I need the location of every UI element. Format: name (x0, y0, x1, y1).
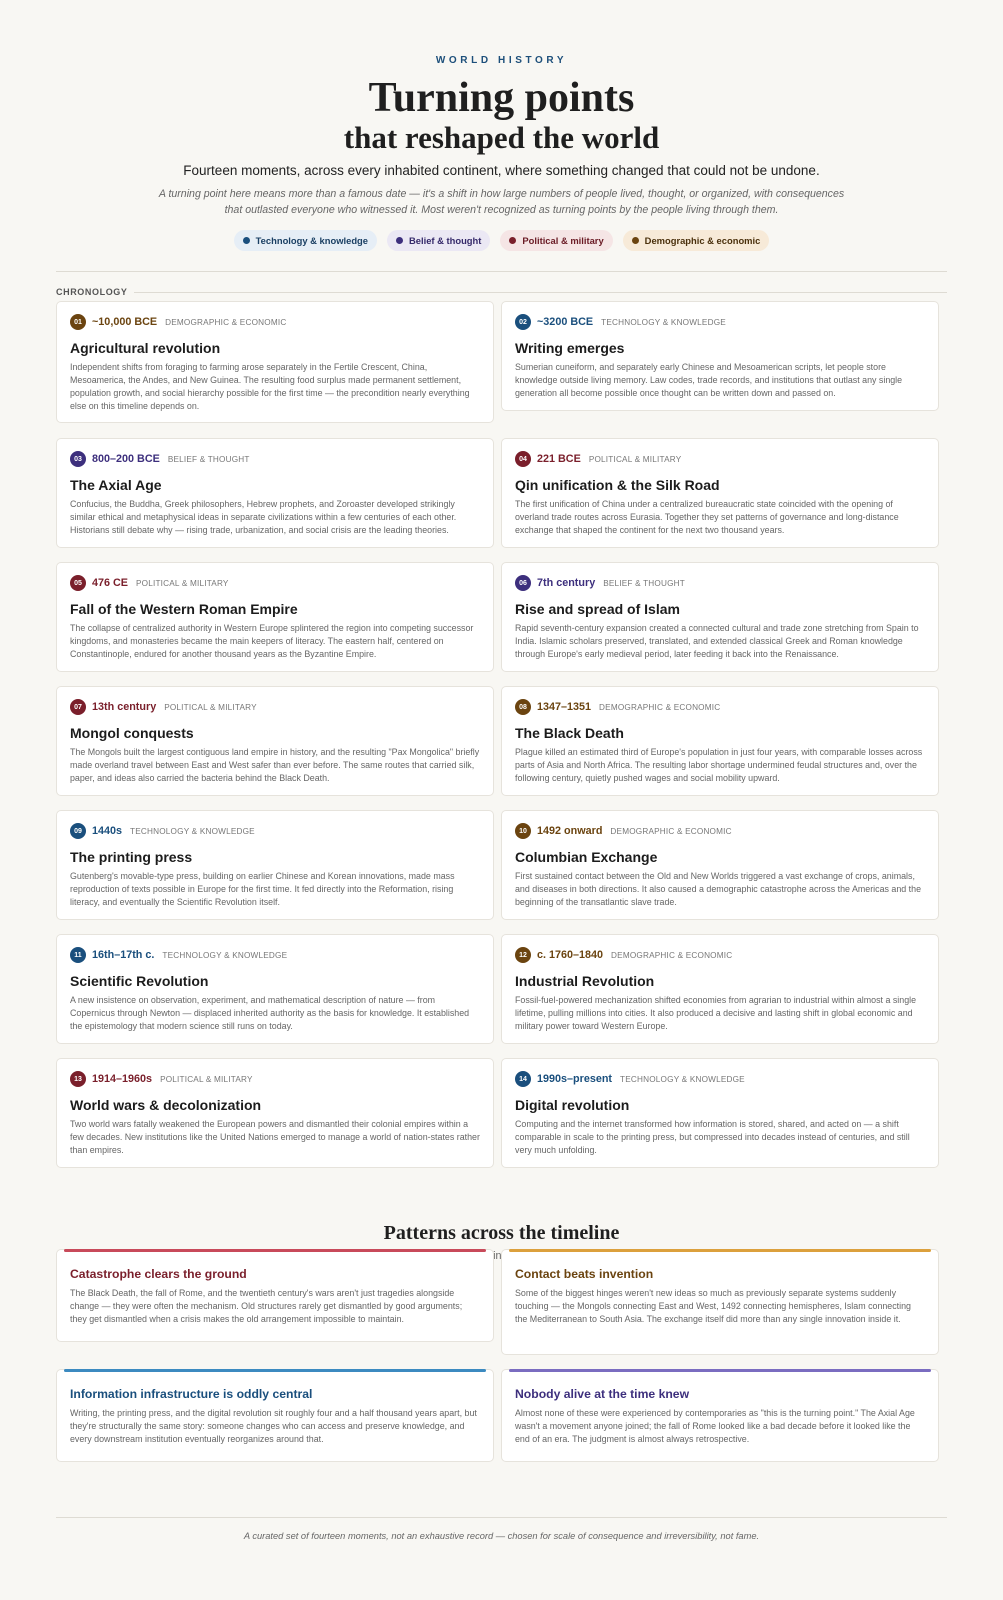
event-number-badge: 05 (70, 575, 86, 591)
event-category: DEMOGRAPHIC & ECONOMIC (611, 950, 733, 960)
event-description: The first unification of China under a centralized bureaucratic state coincided with the opening of overland trade routes across Eurasia. Together they set patterns of governance and long-distance exchange that shaped the continent for the next two thousand years. (515, 499, 899, 536)
event-title: Columbian Exchange (515, 849, 658, 865)
event-card (56, 562, 494, 672)
pattern-title: Catastrophe clears the ground (70, 1267, 247, 1281)
event-title: Mongol conquests (70, 725, 194, 741)
pattern-accent-bar (64, 1369, 486, 1372)
event-card (501, 438, 939, 548)
event-header (70, 575, 480, 591)
legend-label: Belief & thought (409, 235, 482, 246)
pattern-accent-bar (64, 1249, 486, 1252)
pattern-accent-bar (509, 1369, 931, 1372)
section-divider (134, 292, 947, 293)
event-description: Confucius, the Buddha, Greek philosophers, Hebrew prophets, and Zoroaster developed strikingly similar ethical and metaphysical ideas in separate civilizations within a few centuries of each other. Historians still debate why — rising trade, urbanization, and social crisis are the leading theories. (70, 499, 457, 536)
event-card (56, 810, 494, 920)
event-category: TECHNOLOGY & KNOWLEDGE (130, 826, 255, 836)
event-header (515, 699, 925, 715)
event-number-badge: 01 (70, 314, 86, 330)
event-date: c. 1760–1840 (537, 949, 604, 961)
event-date: 476 CE (92, 577, 129, 589)
event-date: 1914–1960s (92, 1073, 153, 1085)
event-description: The Mongols built the largest contiguous land empire in history, and the resulting "Pax Mongolica" briefly made overland travel between East and West safer than ever before. The same routes that carried silk, paper, and ideas also carried the bacteria behind the Black Death. (70, 747, 480, 784)
event-description: Gutenberg's movable-type press, building on earlier Chinese and Korean innovations, made mass reproduction of texts possible in Europe for the first time. It fed directly into the Reformation, rising literacy, and eventually the Scientific Revolution itself. (70, 871, 455, 908)
event-card (56, 438, 494, 548)
pattern-description: Writing, the printing press, and the digital revolution sit roughly four and a half thousand years apart, but they're structurally the same story: someone changes who can access and preserve knowledge, and every downstream institution eventually reorganizes around that. (70, 1408, 477, 1445)
pattern-description: Some of the biggest hinges weren't new ideas so much as previously separate systems suddenly touching — the Mongols connecting East and West, 1492 connecting hemispheres, Islam connecting the Mediterranean to South Asia. The exchange itself did more than any single innovation inside it. (515, 1288, 911, 1325)
event-number-badge: 07 (70, 699, 86, 715)
event-description: Computing and the internet transformed how information is stored, shared, and acted on — a shift comparable in scale to the printing press, but compressed into decades instead of centuries, and still very much unfolding. (515, 1119, 910, 1156)
event-number-badge: 06 (515, 575, 531, 591)
divider (56, 1517, 947, 1518)
event-title: Writing emerges (515, 340, 625, 356)
event-date: 13th century (92, 701, 157, 713)
event-number-badge: 09 (70, 823, 86, 839)
event-header (515, 947, 925, 963)
legend-label: Political & military (522, 235, 604, 246)
event-date: 1440s (92, 825, 123, 837)
event-category: TECHNOLOGY & KNOWLEDGE (601, 317, 726, 327)
event-card (501, 1058, 939, 1168)
legend-chip (234, 230, 377, 251)
event-card (501, 934, 939, 1044)
event-category: DEMOGRAPHIC & ECONOMIC (610, 826, 732, 836)
event-number-badge: 03 (70, 451, 86, 467)
event-card (56, 1058, 494, 1168)
pattern-description: Almost none of these were experienced by contemporaries as "this is the turning point." The Axial Age wasn't a movement anyone joined; the fall of Rome looked like a bad decade before it looked like the end of an era. The judgment is almost always retrospective. (515, 1408, 915, 1445)
event-number-badge: 11 (70, 947, 86, 963)
event-description: The collapse of centralized authority in Western Europe splintered the region into competing successor kingdoms, and monasteries became the main keepers of literacy. The eastern half, centered on Constantinople, endured for another thousand years as the Byzantine Empire. (70, 623, 474, 660)
event-number-badge: 08 (515, 699, 531, 715)
event-description: Independent shifts from foraging to farming arose separately in the Fertile Crescent, China, Mesoamerica, the Andes, and New Guinea. The resulting food surplus made permanent settlement, population growth, and social hierarchy possible for the first time — the precondition nearly everything else on this timeline depends on. (70, 362, 470, 412)
event-date: ~3200 BCE (537, 316, 594, 328)
event-date: 16th–17th c. (92, 949, 155, 961)
pattern-title: Nobody alive at the time knew (515, 1387, 690, 1401)
event-title: Industrial Revolution (515, 973, 655, 989)
event-header (515, 575, 925, 591)
event-header (70, 314, 480, 330)
event-number-badge: 13 (70, 1071, 86, 1087)
event-date: 221 BCE (537, 453, 581, 465)
legend-dot-icon (509, 237, 516, 244)
legend-dot-icon (243, 237, 250, 244)
event-number-badge: 04 (515, 451, 531, 467)
event-header (70, 699, 480, 715)
event-category: BELIEF & THOUGHT (603, 578, 685, 588)
event-header (70, 1071, 480, 1087)
event-title: Agricultural revolution (70, 340, 221, 356)
event-date: 7th century (537, 577, 596, 589)
section-label: CHRONOLOGY (56, 287, 128, 297)
event-date: 1990s–present (537, 1073, 613, 1085)
event-title: Scientific Revolution (70, 973, 209, 989)
event-title: The Axial Age (70, 477, 162, 493)
event-description: Two world wars fatally weakened the European powers and dismantled their colonial empires within a few decades. New institutions like the United Nations emerged to manage a world of nation-states rather than empires. (70, 1119, 480, 1156)
event-date: ~10,000 BCE (92, 316, 158, 328)
event-category: DEMOGRAPHIC & ECONOMIC (599, 702, 721, 712)
legend-label: Technology & knowledge (255, 235, 368, 246)
event-header (70, 947, 480, 963)
pattern-accent-bar (509, 1249, 931, 1252)
event-description: Plague killed an estimated third of Europe's population in just four years, with comparable losses across parts of Asia and North Africa. The resulting labor shortage undermined feudal structures and, over the following century, quietly pushed wages and social mobility upward. (515, 747, 923, 784)
legend-chip (387, 230, 490, 251)
event-category: TECHNOLOGY & KNOWLEDGE (620, 1074, 745, 1084)
event-title: World wars & decolonization (70, 1097, 262, 1113)
event-title: Fall of the Western Roman Empire (70, 601, 298, 617)
event-title: Digital revolution (515, 1097, 630, 1113)
event-header (515, 314, 925, 330)
page-subtitle: that reshaped the world (343, 120, 660, 155)
legend-label: Demographic & economic (644, 235, 761, 246)
event-category: TECHNOLOGY & KNOWLEDGE (162, 950, 288, 960)
event-header (515, 451, 925, 467)
event-description: Sumerian cuneiform, and separately early Chinese and Mesoamerican scripts, let people store knowledge outside living memory. Law codes, trade records, and institutions that outlast any single generation all become possible once thought can be written down and passed on. (515, 362, 903, 399)
event-category: DEMOGRAPHIC & ECONOMIC (165, 317, 287, 327)
event-title: Qin unification & the Silk Road (515, 477, 720, 493)
event-number-badge: 10 (515, 823, 531, 839)
footer-note: A curated set of fourteen moments, not an exhaustive record — chosen for scale of consequence and irreversibility, not fame. (243, 1531, 760, 1541)
event-category: POLITICAL & MILITARY (136, 578, 229, 588)
event-number-badge: 02 (515, 314, 531, 330)
pattern-description: The Black Death, the fall of Rome, and the twentieth century's wars aren't just tragedies alongside change — they were often the mechanism. Old structures rarely get dismantled by good arguments; they get dismantled when a crisis makes the old arrangement impossible to maintain. (70, 1288, 463, 1325)
legend-dot-icon (632, 237, 639, 244)
pattern-title: Information infrastructure is oddly central (70, 1387, 313, 1401)
event-description: Rapid seventh-century expansion created a connected cultural and trade zone stretching from Spain to India. Islamic scholars preserved, translated, and extended classical Greek and Roman knowledge through Europe's early medieval period, later feeding it back into the Renaissance. (515, 623, 919, 660)
event-description: A new insistence on observation, experiment, and mathematical description of nature — from Copernicus through Newton — displaced inherited authority as the basis for knowledge. It established the epistemology that modern science still runs on today. (70, 995, 470, 1032)
event-card (501, 562, 939, 672)
event-category: POLITICAL & MILITARY (164, 702, 257, 712)
event-header (70, 451, 480, 467)
event-title: Rise and spread of Islam (515, 601, 680, 617)
pattern-card (501, 1369, 939, 1462)
event-card (501, 686, 939, 796)
event-card (56, 686, 494, 796)
event-category: BELIEF & THOUGHT (167, 454, 250, 464)
kicker: WORLD HISTORY (435, 55, 568, 66)
event-number-badge: 12 (515, 947, 531, 963)
event-description: First sustained contact between the Old and New Worlds triggered a vast exchange of crops, animals, and diseases in both directions. It also caused a demographic catastrophe across the Americas and the beginning of the transatlantic slave trade. (515, 871, 922, 908)
legend-chip (623, 230, 770, 251)
event-date: 800–200 BCE (92, 453, 160, 465)
pattern-card (501, 1249, 939, 1355)
event-category: POLITICAL & MILITARY (160, 1074, 253, 1084)
pattern-title: Contact beats invention (515, 1267, 654, 1281)
lede: Fourteen moments, across every inhabited continent, where something changed that could not be undone. (183, 163, 820, 178)
definition-note: A turning point here means more than a famous date — it's a shift in how large numbers of people lived, thought, or organized, with consequences that outlasted everyone who witnessed it. Most weren't recognized as turning points by the people living through them. (158, 188, 845, 216)
event-card (56, 934, 494, 1044)
legend-chip (500, 230, 612, 251)
patterns-title: Patterns across the timeline (383, 1222, 620, 1244)
event-header (515, 823, 925, 839)
page-title: Turning points (368, 75, 635, 121)
pattern-card (56, 1369, 494, 1462)
event-header (70, 823, 480, 839)
event-category: POLITICAL & MILITARY (588, 454, 682, 464)
category-legend (56, 230, 947, 251)
event-date: 1492 onward (537, 825, 603, 837)
divider (56, 271, 947, 272)
event-date: 1347–1351 (537, 701, 592, 713)
event-number-badge: 14 (515, 1071, 531, 1087)
event-description: Fossil-fuel-powered mechanization shifted economies from agrarian to industrial within almost a single lifetime, pulling millions into cities. It also produced a decisive and lasting shift in global economic and military power toward Western Europe. (515, 995, 917, 1032)
legend-dot-icon (396, 237, 403, 244)
event-header (515, 1071, 925, 1087)
event-title: The Black Death (515, 725, 624, 741)
pattern-card (56, 1249, 494, 1342)
event-card (501, 810, 939, 920)
event-title: The printing press (70, 849, 193, 865)
event-card (56, 301, 494, 423)
event-card (501, 301, 939, 411)
